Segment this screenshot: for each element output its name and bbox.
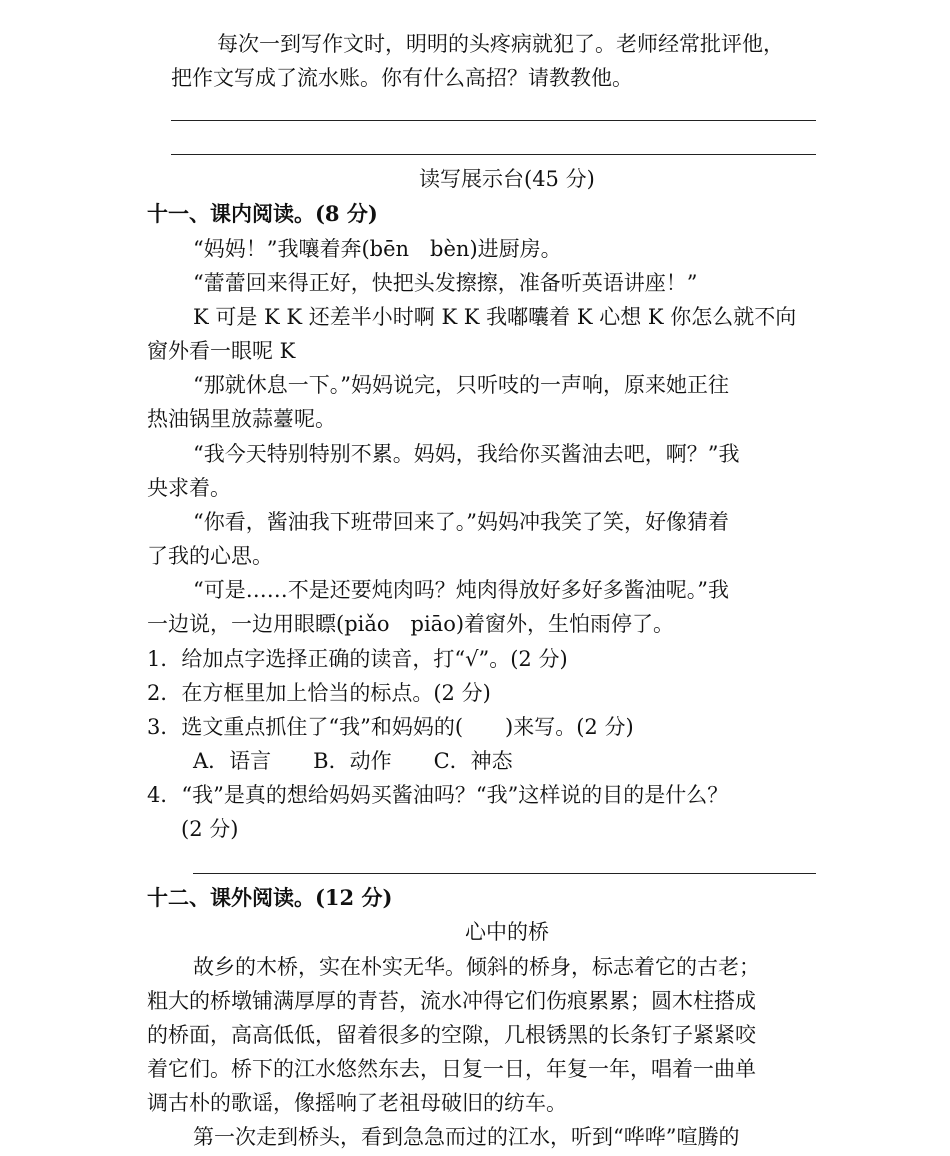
passage-12-line: 着它们。桥下的江水悠然东去，日复一日，年复一年，唱着一曲单 — [147, 1057, 756, 1081]
question-4: 4．“我”是真的想给妈妈买酱油吗？“我”这样说的目的是什么？ — [147, 783, 729, 807]
prompt-line-1: 每次一到写作文时，明明的头疼病就犯了。老师经常批评他， — [217, 32, 784, 56]
passage-12-title: 心中的桥 — [465, 920, 549, 944]
answer-line-1[interactable] — [171, 120, 816, 121]
passage-11-line: “可是……不是还要炖肉吗？炖肉得放好多好多酱油呢。”我 — [193, 578, 729, 602]
passage-11-line: K 可是 K K 还差半小时啊 K K 我嘟囔着 K 心想 K 你怎么就不向 — [193, 305, 797, 329]
passage-12-line: 调古朴的歌谣，像摇响了老祖母破旧的纺车。 — [147, 1091, 567, 1115]
passage-11-line: 窗外看一眼呢 K — [147, 339, 296, 363]
question-2: 2．在方框里加上恰当的标点。(2 分) — [147, 681, 491, 705]
question-3-options: A．语言 B．动作 C．神态 — [193, 749, 513, 773]
section-title: 读写展示台(45 分) — [419, 167, 595, 191]
passage-11-line: 一边说，一边用眼瞟(piǎo piāo)着窗外，生怕雨停了。 — [147, 612, 675, 636]
passage-11-line: 热油锅里放蒜薹呢。 — [147, 407, 336, 431]
passage-12-line: 粗大的桥墩铺满厚厚的青苔，流水冲得它们伤痕累累；圆木柱搭成 — [147, 989, 756, 1013]
passage-11-line: “你看，酱油我下班带回来了。”妈妈冲我笑了笑，好像猜着 — [193, 510, 729, 534]
passage-12-line: 的桥面，高高低低，留着很多的空隙，几根锈黑的长条钉子紧紧咬 — [147, 1023, 756, 1047]
passage-11-line: “妈妈！”我嚷着奔(bēn bèn)进厨房。 — [193, 237, 562, 261]
question-1: 1．给加点字选择正确的读音，打“√”。(2 分) — [147, 647, 568, 671]
passage-11-line: “蕾蕾回来得正好，快把头发擦擦，准备听英语讲座！” — [193, 271, 698, 295]
passage-11-line: “那就休息一下。”妈妈说完，只听吱的一声响，原来她正往 — [193, 373, 729, 397]
answer-line-q4[interactable] — [193, 873, 816, 874]
passage-11-line: 央求着。 — [147, 476, 231, 500]
passage-12-line: 故乡的木桥，实在朴实无华。倾斜的桥身，标志着它的古老； — [193, 955, 760, 979]
passage-12-line: 第一次走到桥头，看到急急而过的江水，听到“哗哗”喧腾的 — [193, 1125, 740, 1149]
passage-11-line: 了我的心思。 — [147, 544, 273, 568]
question-3: 3．选文重点抓住了“我”和妈妈的( )来写。(2 分) — [147, 715, 634, 739]
answer-line-2[interactable] — [171, 154, 816, 155]
passage-11-line: “我今天特别特别不累。妈妈，我给你买酱油去吧，啊？”我 — [193, 442, 740, 466]
question-4-points: (2 分) — [181, 817, 239, 841]
section-12-heading: 十二、课外阅读。(12 分) — [147, 885, 393, 910]
prompt-line-2: 把作文写成了流水账。你有什么高招？请教教他。 — [171, 66, 633, 90]
section-11-heading: 十一、课内阅读。(8 分) — [147, 201, 378, 226]
